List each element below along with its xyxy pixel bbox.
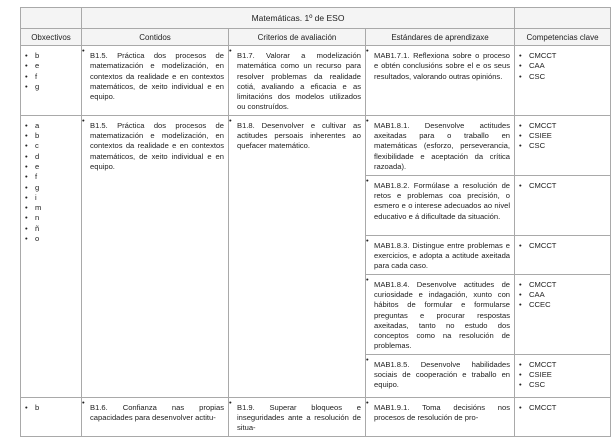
competence-item: • CMCCT [519,181,606,191]
header-objectives: Obxectivos [21,29,82,46]
competences-cell [515,46,611,116]
objective-item: • n [25,213,77,223]
objective-item: • b [25,403,77,413]
criterion-cell [229,397,366,436]
competences-cell [515,175,611,235]
objectives-list [21,116,81,247]
competences-cell [515,397,611,436]
competences-cell [515,235,611,274]
standard-cell [366,354,515,397]
objective-item: • b [25,131,77,141]
competence-item: • CMCCT [519,51,606,61]
objectives-list [21,46,81,94]
competence-item: • CMCCT [519,121,606,131]
content-cell [82,46,229,116]
column-header-row [21,29,611,46]
competence-item: • CSIEE [519,370,606,380]
objective-item: • a [25,121,77,131]
header-contents: Contidos [82,29,229,46]
competences-list [515,46,610,84]
objective-item: • f [25,72,77,82]
criterion-text: • B1.8. Desenvolver e cultivar as actitudes persoais inherentes ao quefacer matemático. [229,116,365,154]
objective-item: • ñ [25,224,77,234]
competences-list [515,355,610,393]
objective-item: • d [25,152,77,162]
standard-cell [366,397,515,436]
competence-item: • CSC [519,380,606,390]
table-row [21,397,611,436]
table-row [21,115,611,175]
objective-item: • f [25,172,77,182]
objectives-cell [21,397,82,436]
competence-item: • CMCCT [519,403,606,413]
content-text: • B1.5. Práctica dos procesos de matematización e modelización, en contextos da realidade e en contextos matemáticos, de xeito individual e en equipo. [82,116,228,174]
objective-item: • e [25,61,77,71]
competences-cell [515,354,611,397]
competence-item: • CSC [519,141,606,151]
standard-text: • MAB1.8.3. Distingue entre problemas e exercicios, e adopta a actitude axeitada para cada caso. [366,236,514,274]
criterion-text: • B1.9. Superar bloqueos e inseguridades ante a resolución de situa- [229,398,365,436]
content-text: • B1.5. Práctica dos procesos de matematización e modelización, en contextos da realidade e en contextos matemáticos, de xeito individual e en equipo. [82,46,228,104]
objective-item: • o [25,234,77,244]
objective-item: • i [25,193,77,203]
standard-cell [366,115,515,175]
title-blank-cell [515,8,611,29]
objectives-cell [21,46,82,116]
content-text: • B1.6. Confianza nas propias capacidades para desenvolver actitu- [82,398,228,426]
standard-cell [366,175,515,235]
competences-list [515,236,610,253]
standard-text: • MAB1.9.1. Toma decisións nos procesos de resolución de pro- [366,398,514,426]
criterion-cell [229,46,366,116]
standard-text: • MAB1.8.1. Desenvolve actitudes axeitadas para o traballo en matemáticas (esforzo, perseverancia, flexibilidade e aceptación da crítica razoada). [366,116,514,174]
standard-text: • MAB1.7.1. Reflexiona sobre o proceso e obtén conclusións sobre el e os seus resultados, valorando outras opinións. [366,46,514,84]
header-standards: Estándares de aprendizaxe [366,29,515,46]
content-cell [82,115,229,397]
standard-cell [366,274,515,354]
competence-item: • CMCCT [519,280,606,290]
competence-item: • CSC [519,72,606,82]
criterion-text: • B1.7. Valorar a modelización matemática como un recurso para resolver problemas da realidade cotiá, avaliando a eficacia e as limitacións dos modelos utilizados ou construídos. [229,46,365,115]
competences-cell [515,115,611,175]
content-cell [82,397,229,436]
table-title: Matemáticas. 1º de ESO [82,8,515,29]
competences-list [515,116,610,154]
standard-cell [366,235,515,274]
standard-text: • MAB1.8.5. Desenvolve habilidades sociais de cooperación e traballo en equipo. [366,355,514,393]
competences-list [515,275,610,313]
competence-item: • CAA [519,61,606,71]
criterion-cell [229,115,366,397]
objective-item: • g [25,82,77,92]
curriculum-table-wrapper [20,7,611,437]
standard-cell [366,46,515,116]
standard-text: • MAB1.8.4. Desenvolve actitudes de curiosidade e indagación, xunto con hábitos de formular e formularse preguntas e procurar respostas axeitadas, tanto no estudo dos conceptos como na resolución de problemas. [366,275,514,354]
competence-item: • CMCCT [519,360,606,370]
competences-cell [515,274,611,354]
competence-item: • CAA [519,290,606,300]
objectives-list [21,398,81,415]
objectives-cell [21,115,82,397]
curriculum-table [20,7,611,437]
objective-item: • m [25,203,77,213]
competences-list [515,176,610,193]
table-row [21,46,611,116]
objective-item: • b [25,51,77,61]
title-blank-cell [21,8,82,29]
competence-item: • CCEC [519,300,606,310]
standard-text: • MAB1.8.2. Formúlase a resolución de retos e problemas coa precisión, o esmero e o interese adecuados ao nivel educativo e á dificultade da situación. [366,176,514,224]
competences-list [515,398,610,415]
table-title-row [21,8,611,29]
header-competences: Competencias clave [515,29,611,46]
competence-item: • CSIEE [519,131,606,141]
objective-item: • g [25,183,77,193]
objective-item: • c [25,141,77,151]
header-criteria: Criterios de avaliación [229,29,366,46]
competence-item: • CMCCT [519,241,606,251]
objective-item: • e [25,162,77,172]
